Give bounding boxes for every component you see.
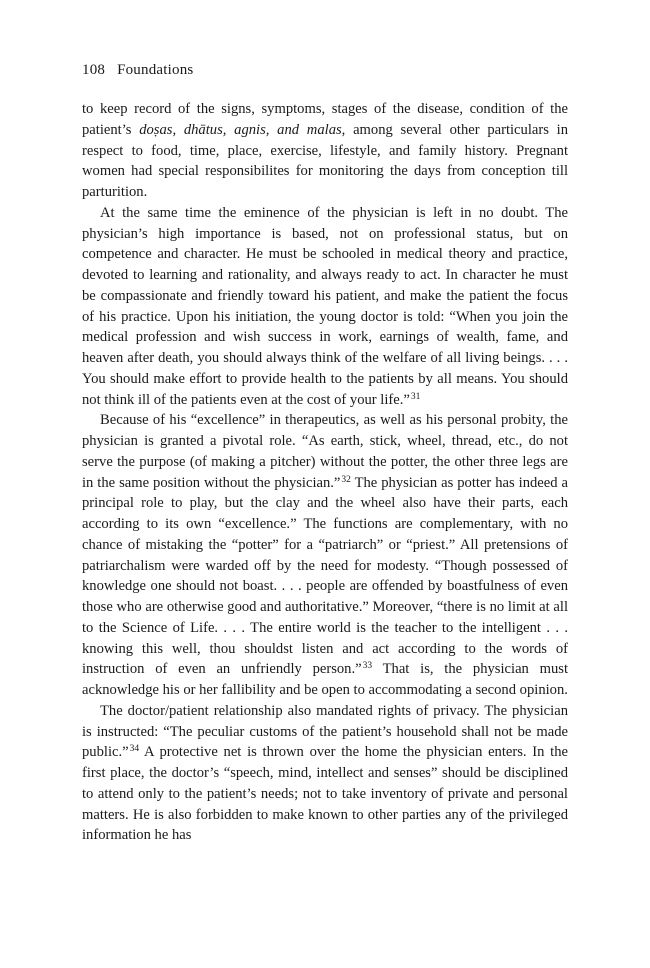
text-run: to keep record of the signs, symptoms, stages of the disease, condition of the patient’s: [82, 101, 568, 138]
text-run: Because of his “excellence” in therapeutics, as well as his personal probity, the physician is granted a pivotal role. “As earth, stick, wheel, thread, etc., do not serve the purpose (of making a pitcher) without the potter, the other three legs are in the same position without the physician.”: [82, 412, 568, 491]
body-text: [82, 99, 568, 846]
footnote-ref: 31: [410, 391, 421, 402]
text-run: The physician as potter has indeed a principal role to play, but the clay and the wheel also have their parts, each according to its own “excellence.” The functions are complementary, with no chance of mistaking the “potter” for a “patriarch” or “priest.” All pretensions of patriarchalism were warded off by the need for modesty. “Though possessed of knowledge one should not boast. . . . people are offended by boastfulness of even those who are otherwise good and authoritative.” Moreover, “there is no limit at all to the Science of Life. . . . The entire world is the teacher to the intelligent . . . knowing this well, thou shouldst listen and act according to the words of instruction of even an unfriendly person.”: [82, 474, 568, 678]
paragraph: [82, 203, 568, 411]
text-run: At the same time the eminence of the physician is left in no doubt. The physician’s high importance is based, not on professional status, but on competence and character. He must be schooled in medical theory and practice, devoted to learning and rationality, and always ready to act. In character he must be compassionate and friendly toward his patient, and make the patient the focus of his practice. Upon his initiation, the young doctor is told: “When you join the medical profession and wish success in work, earnings of wealth, fame, and heaven after death, you should always think of the welfare of all living beings. . . . You should make effort to provide health to the patients by all means. You should not think ill of the patients even at the cost of your life.”: [82, 204, 568, 408]
text-run: That is, the physician must acknowledge his or her fallibility and be open to accommodating a second opinion.: [82, 661, 568, 698]
footnote-ref: 34: [129, 744, 140, 755]
page-number: 108: [82, 62, 106, 78]
paragraph: [82, 99, 568, 203]
footnote-ref: 32: [341, 474, 351, 485]
paragraph: [82, 410, 568, 701]
running-head: [82, 60, 568, 80]
italic-term: doṣas, dhātus, agnis, and malas: [139, 121, 342, 138]
footnote-ref: 33: [362, 661, 373, 672]
paragraph: [82, 701, 568, 846]
section-title: Foundations: [117, 62, 194, 78]
book-page: [82, 60, 568, 846]
text-run: A protective net is thrown over the home the physician enters. In the first place, the doctor’s “speech, mind, intellect and senses” should be disciplined to attend only to the patient’s needs; not to take inventory of private and personal matters. He is also forbidden to make known to other parties any of the privileged information he has: [82, 744, 568, 844]
text-run: , among several other particulars in respect to food, time, place, exercise, lifestyle, and family history. Pregnant women had special responsibilites for monitoring the days from conception till parturition.: [82, 121, 568, 200]
text-run: The doctor/patient relationship also mandated rights of privacy. The physician is instructed: “The peculiar customs of the patient’s household shall not be made public.”: [82, 702, 568, 761]
